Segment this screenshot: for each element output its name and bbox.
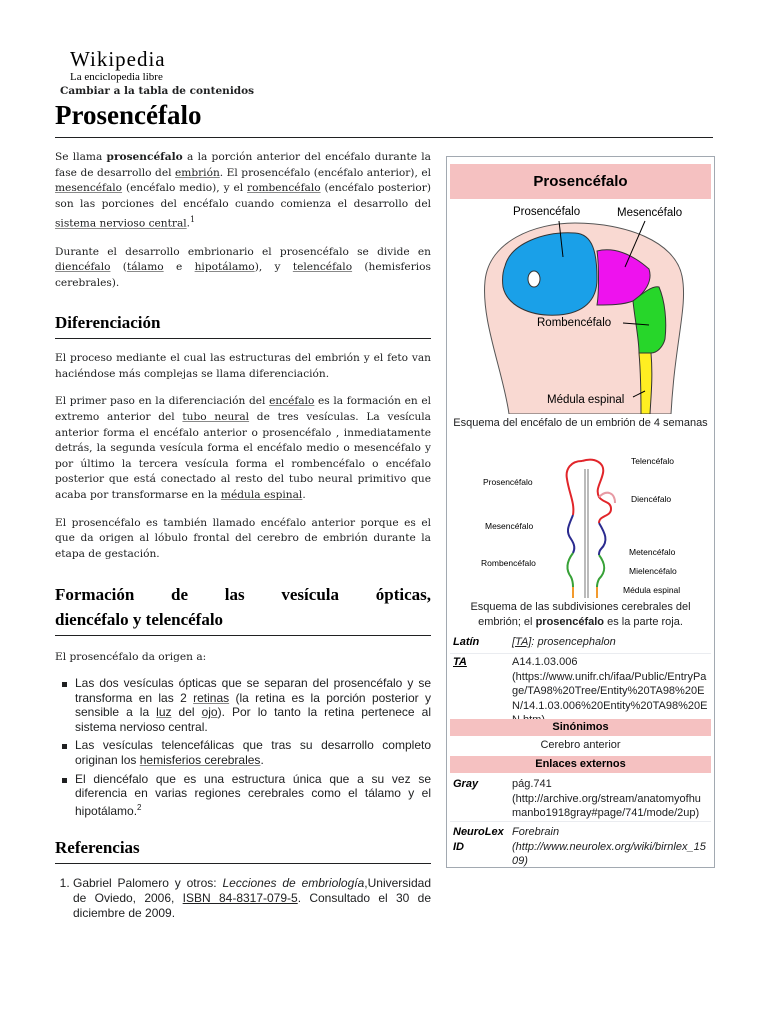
title-divider bbox=[55, 137, 713, 138]
heading-diferenciacion: Diferenciación bbox=[55, 311, 431, 339]
link-talamo[interactable]: tálamo bbox=[126, 261, 164, 274]
label-rombencefalo: Rombencéfalo bbox=[481, 558, 536, 568]
text: (hemisferios cerebrales). bbox=[55, 261, 431, 289]
link-hipotalamo[interactable]: hipotálamo bbox=[194, 261, 255, 274]
heading-referencias: Referencias bbox=[55, 836, 431, 864]
link-ojo[interactable]: ojo bbox=[201, 705, 218, 720]
link-encefalo[interactable]: encéfalo bbox=[269, 395, 315, 408]
text: : prosencephalon bbox=[531, 636, 616, 648]
label-medula-espinal: Médula espinal bbox=[623, 585, 681, 595]
page-title: Prosencéfalo bbox=[55, 100, 202, 130]
infobox-title: Prosencéfalo bbox=[450, 164, 711, 199]
link-mesencefalo[interactable]: mesencéfalo bbox=[55, 182, 123, 195]
infobox-heading-enlaces: Enlaces externos bbox=[450, 756, 711, 773]
row-label[interactable]: TA bbox=[453, 656, 467, 668]
text: (la retina es la porción posterior y sensible a la bbox=[75, 690, 431, 720]
text: ). Por lo tanto la retina pertenece al sistema nervioso central. bbox=[75, 705, 431, 734]
text: es la formación en el extremo anterior del bbox=[55, 395, 431, 424]
book-title: Lecciones de embriología bbox=[222, 876, 365, 891]
label-metencefalo: Metencéfalo bbox=[629, 547, 676, 557]
text: de tres vesículas. La vesícula anterior forma el encéfalo anterior o prosencéfalo , inmediatamente detrás, la segunda vesícula forma el encéfalo medio o mesencéfalo y por último la tercera vesícula forma el rombencéfalo o encéfalo posterior que está conectado al resto del tubo neural primitivo que acaba por transformarse en la bbox=[55, 411, 431, 502]
text: Esquema de las subdivisiones cerebrales del embrión; el bbox=[470, 601, 691, 628]
infobox-row-ta bbox=[450, 655, 711, 717]
link-retinas[interactable]: retinas bbox=[193, 690, 230, 705]
wikipedia-logo[interactable] bbox=[70, 48, 166, 83]
label-telencefalo: Telencéfalo bbox=[631, 456, 675, 466]
infobox bbox=[446, 156, 715, 868]
list-item bbox=[75, 772, 431, 819]
row-label: Gray bbox=[453, 778, 479, 790]
ta-link[interactable]: A14.1.03.006 (https://www.unifr.ch/ifaa/Public/EntryPage/TA98%20Tree/Entity%20TA98%20EN/14.1.03.006%20Entity%20TA98%20E bbox=[512, 656, 708, 712]
article-body bbox=[55, 150, 431, 920]
ref-sup-2[interactable]: 2 bbox=[137, 802, 142, 812]
formacion-intro: El prosencéfalo da origen a: bbox=[55, 651, 207, 664]
wikipedia-wordmark: Wikipedia bbox=[70, 47, 166, 71]
bold-term: prosencéfalo bbox=[535, 616, 605, 628]
row-label: NeuroLex ID bbox=[453, 826, 504, 853]
gray-link[interactable]: pág.741 (http://archive.org/stream/anatomyofhumanbo1918gray#page/741/mode/2up) bbox=[512, 778, 701, 819]
link-rombencefalo[interactable]: rombencéfalo bbox=[247, 182, 321, 195]
text: del bbox=[171, 705, 202, 720]
heading-formacion-line-2: diencéfalo y telencéfalo bbox=[55, 610, 224, 630]
formacion-list bbox=[55, 676, 431, 818]
link-embrion[interactable]: embrión bbox=[175, 166, 220, 179]
intro-paragraph-2 bbox=[55, 245, 431, 292]
link-sistema-nervioso[interactable]: sistema nervioso central bbox=[55, 217, 187, 230]
diferenciacion-paragraph-2 bbox=[55, 394, 431, 503]
text: ,Universidad de Oviedo, 2006, bbox=[73, 876, 431, 905]
bold-term: prosencéfalo bbox=[106, 151, 183, 163]
text: Durante el desarrollo embrionario el prosencéfalo se divide en bbox=[55, 245, 431, 258]
link-medula-espinal[interactable]: médula espinal bbox=[220, 489, 303, 502]
text: . bbox=[260, 752, 264, 767]
text: . Consultado el 30 de diciembre de 2009. bbox=[73, 890, 431, 920]
text: Se llama bbox=[55, 151, 107, 163]
wikipedia-tagline: La enciclopedia libre bbox=[70, 71, 163, 83]
link-tubo-neural[interactable]: tubo neural bbox=[182, 411, 250, 424]
link-hemisferios[interactable]: hemisferios cerebrales bbox=[139, 752, 261, 767]
list-item bbox=[75, 676, 431, 734]
row-divider bbox=[450, 821, 711, 822]
text: (encéfalo medio), y el bbox=[122, 182, 248, 195]
spinal-cord-shape bbox=[639, 353, 652, 414]
ref-sup-1[interactable]: 1 bbox=[190, 215, 196, 225]
label-prosencefalo: Prosencéfalo bbox=[483, 477, 533, 487]
text: ), y bbox=[254, 261, 293, 274]
link-telencefalo[interactable]: telencéfalo bbox=[292, 261, 353, 274]
embryo-brain-figure[interactable] bbox=[475, 201, 690, 414]
text: e bbox=[163, 261, 195, 274]
text: ( bbox=[110, 261, 127, 274]
optic-vesicle bbox=[528, 271, 540, 287]
label-rombencefalo: Rombencéfalo bbox=[537, 317, 612, 329]
label-medula-espinal: Médula espinal bbox=[547, 394, 625, 406]
heading-formacion bbox=[55, 582, 431, 636]
label-prosencefalo: Prosencéfalo bbox=[513, 206, 581, 218]
text: El primer paso en la diferenciación del bbox=[55, 395, 270, 408]
neurolex-link[interactable]: Forebrain (http://www.neurolex.org/wiki/birnlex_1509) bbox=[512, 826, 706, 867]
diferenciacion-paragraph-1: El proceso mediante el cual las estructuras del embrión y el feto van haciéndose más complejas se llama diferenciación. bbox=[55, 352, 431, 380]
infobox-row-latin bbox=[450, 635, 711, 651]
link-ta[interactable]: [TA] bbox=[512, 636, 532, 648]
text: . bbox=[186, 217, 191, 230]
link-diencefalo[interactable]: diencéfalo bbox=[55, 261, 111, 274]
label-mesencefalo: Mesencéfalo bbox=[485, 521, 534, 531]
label-mesencefalo: Mesencéfalo bbox=[617, 207, 683, 219]
neural-tube-figure[interactable] bbox=[477, 453, 703, 598]
figure1-caption: Esquema del encéfalo de un embrión de 4 semanas bbox=[453, 417, 708, 429]
infobox-sinonimo-value: Cerebro anterior bbox=[540, 739, 621, 751]
list-item bbox=[75, 738, 431, 767]
text: Gabriel Palomero y otros: bbox=[73, 876, 223, 891]
link-isbn[interactable]: ISBN 84-8317-079-5 bbox=[182, 890, 298, 905]
reference-item bbox=[73, 876, 431, 920]
rhombencephalon-shape bbox=[633, 287, 666, 353]
label-mielencefalo: Mielencéfalo bbox=[629, 566, 677, 576]
text: (encéfalo posterior) son las porciones del encéfalo cuando comienza el desarrollo del bbox=[55, 182, 431, 210]
heading-formacion-line-1: Formación de las vesícula ópticas, bbox=[55, 585, 431, 605]
diferenciacion-paragraph-3: El prosencéfalo es también llamado encéfalo anterior porque es el que da origen al lóbulo frontal del cerebro de embrión durante la etapa de gestación. bbox=[55, 516, 431, 560]
row-value bbox=[512, 635, 709, 650]
references-list bbox=[55, 876, 431, 920]
text: El diencéfalo que es una estructura única que a su vez se diferencia en varias regiones cerebrales como el tálamo y el hipotálamo. bbox=[75, 771, 431, 818]
infobox-row-gray bbox=[450, 777, 711, 827]
row-label: Latín bbox=[453, 636, 480, 648]
text: Las vesículas telencefálicas que tras su desarrollo completo originan los bbox=[75, 738, 431, 767]
intro-paragraph-1 bbox=[55, 150, 431, 233]
link-luz[interactable]: luz bbox=[156, 705, 172, 720]
text: . El prosencéfalo (encéfalo anterior), el bbox=[219, 166, 431, 179]
text: . bbox=[302, 489, 306, 502]
row-divider bbox=[450, 653, 711, 654]
text: a la porción anterior del encéfalo durante la fase de desarrollo del bbox=[55, 151, 431, 179]
text: Las dos vesículas ópticas que se separan del prosencéfalo y se transforma en las 2 bbox=[75, 676, 431, 705]
toc-toggle-link[interactable]: Cambiar a la tabla de contenidos bbox=[60, 85, 255, 97]
infobox-heading-sinonimos: Sinónimos bbox=[450, 719, 711, 736]
figure2-caption bbox=[452, 600, 709, 630]
text: es la parte roja. bbox=[604, 616, 683, 628]
label-diencefalo: Diencéfalo bbox=[631, 494, 672, 504]
infobox-row-neurolex bbox=[450, 825, 711, 867]
